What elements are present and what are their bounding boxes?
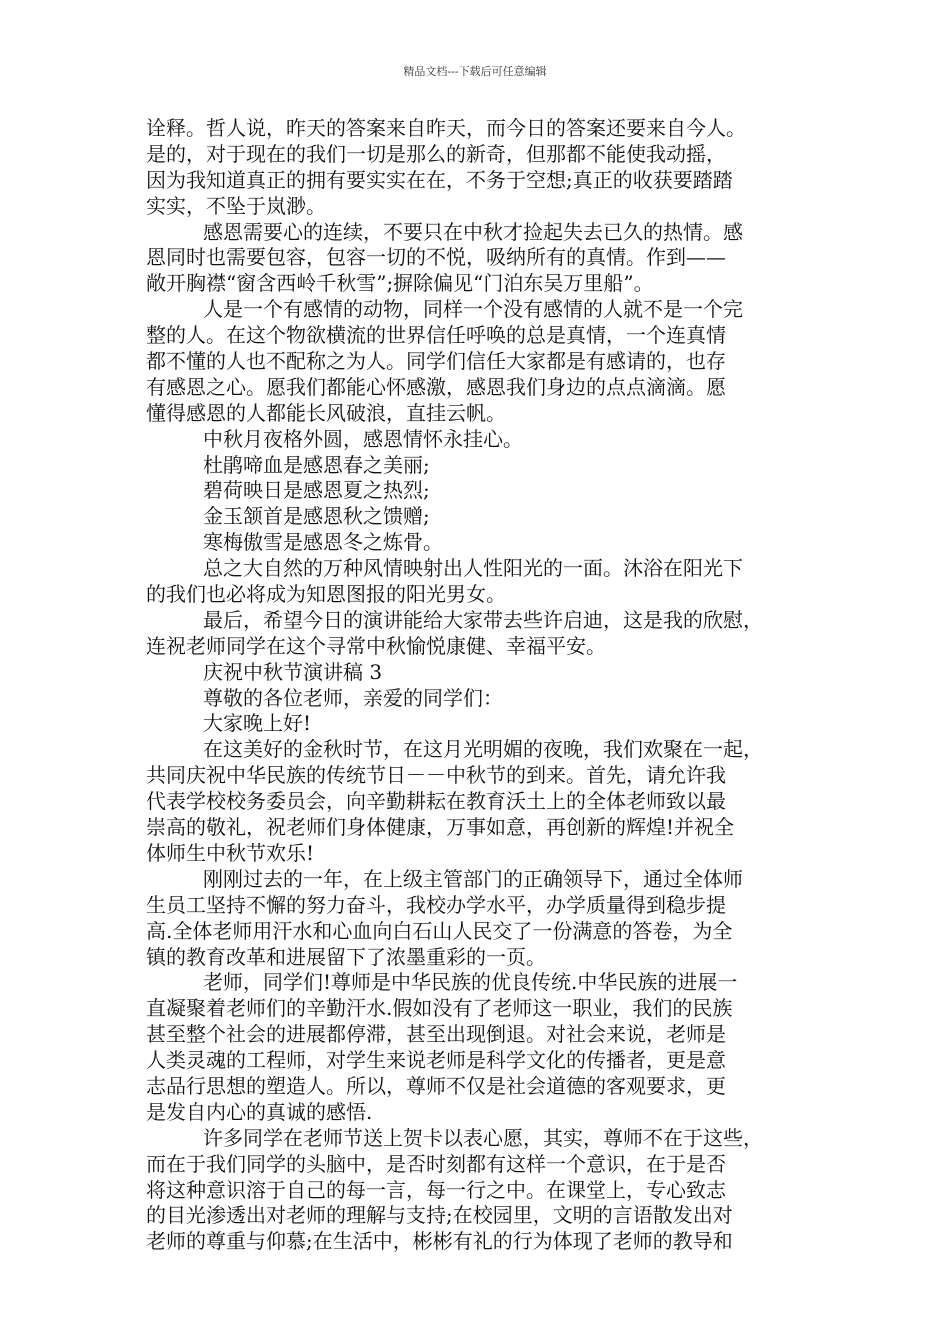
page-header: 精品文档---下载后可任意编辑	[403, 65, 547, 78]
text-line: 尊敬的各位老师，亲爱的同学们：	[203, 685, 503, 710]
text-line: 大家晚上好!	[203, 711, 312, 736]
text-line: 的目光渗透出对老师的理解与支持;在校园里，文明的言语散发出对	[146, 1203, 733, 1228]
text-line: 生员工坚持不懈的努力奋斗，我校办学水平，办学质量得到稳步提	[146, 892, 726, 917]
document-body	[146, 116, 828, 1255]
text-line: 体师生中秋节欢乐!	[146, 840, 315, 865]
text-line: 恩同时也需要包容，包容一切的不悦，吸纳所有的真情。作到——	[146, 245, 726, 270]
text-line: 直凝聚着老师们的辛勤汗水.假如没有了老师这一职业，我们的民族	[146, 996, 733, 1021]
text-line: 庆祝中秋节演讲稿 3	[203, 659, 383, 684]
text-line: 诠释。哲人说，昨天的答案来自昨天，而今日的答案还要来自今人。	[146, 116, 746, 140]
text-line: 代表学校校务委员会，向辛勤耕耘在教育沃土上的全体老师致以最	[146, 789, 726, 814]
text-line: 最后，希望今日的演讲能给大家带去些许启迪，这是我的欣慰，	[203, 607, 763, 632]
text-line: 将这种意识溶于自己的每一言，每一行之中。在课堂上，专心致志	[146, 1177, 726, 1202]
text-line: 高.全体老师用汗水和心血向白石山人民交了一份满意的答卷，为全	[146, 918, 733, 943]
text-line: 中秋月夜格外圆，感恩情怀永挂心。	[203, 426, 523, 451]
text-line: 金玉颔首是感恩秋之馈赠;	[203, 504, 430, 529]
text-line: 感恩需要心的连续，不要只在中秋才捡起失去已久的热情。感	[203, 219, 743, 244]
text-line: 实实，不坠于岚渺。	[146, 193, 326, 218]
text-line: 是发自内心的真诚的感悟.	[146, 1099, 373, 1124]
text-line: 志品行思想的塑造人。所以，尊师不仅是社会道德的客观要求，更	[146, 1073, 726, 1098]
text-line: 寒梅傲雪是感恩冬之炼骨。	[203, 530, 443, 555]
text-line: 整的人。在这个物欲横流的世界信任呼唤的总是真情，一个连真情	[146, 323, 726, 348]
text-line: 因为我知道真正的拥有要实实在在，不务于空想;真正的收获要踏踏	[146, 167, 733, 192]
text-line: 懂得感恩的人都能长风破浪，直挂云帆。	[146, 400, 506, 425]
text-line: 镇的教育改革和进展留下了浓墨重彩的一页。	[146, 944, 546, 969]
text-line: 是的，对于现在的我们一切是那么的新奇，但那都不能使我动摇，	[146, 141, 726, 166]
text-line: 杜鹃啼血是感恩春之美丽;	[203, 452, 430, 477]
text-line: 崇高的敬礼，祝老师们身体健康，万事如意，再创新的辉煌!并祝全	[146, 815, 735, 840]
text-line: 人是一个有感情的动物，同样一个没有感情的人就不是一个完	[203, 297, 743, 322]
text-line: 总之大自然的万种风情映射出人性阳光的一面。沐浴在阳光下	[203, 556, 743, 581]
text-line: 许多同学在老师节送上贺卡以表心愿，其实，尊师不在于这些，	[203, 1125, 763, 1150]
text-line: 而在于我们同学的头脑中，是否时刻都有这样一个意识，在于是否	[146, 1151, 726, 1176]
text-line: 人类灵魂的工程师，对学生来说老师是科学文化的传播者，更是意	[146, 1048, 726, 1073]
text-line: 在这美好的金秋时节，在这月光明媚的夜晚，我们欢聚在一起，	[203, 737, 763, 762]
text-line: 老师，同学们!尊师是中华民族的优良传统.中华民族的进展一	[203, 970, 738, 995]
text-line: 老师的尊重与仰慕;在生活中，彬彬有礼的行为体现了老师的教导和	[146, 1229, 733, 1254]
text-line: 的我们也必将成为知恩图报的阳光男女。	[146, 582, 506, 607]
text-line: 共同庆祝中华民族的传统节日－－中秋节的到来。首先，请允许我	[146, 763, 726, 788]
text-line: 都不懂的人也不配称之为人。同学们信任大家都是有感请的，也存	[146, 349, 726, 374]
text-line: 有感恩之心。愿我们都能心怀感激，感恩我们身边的点点滴滴。愿	[146, 374, 726, 399]
text-line: 连祝老师同学在这个寻常中秋愉悦康健、幸福平安。	[146, 633, 606, 658]
text-line: 碧荷映日是感恩夏之热烈;	[203, 478, 430, 503]
text-line: 甚至整个社会的进展都停滞，甚至出现倒退。对社会来说，老师是	[146, 1022, 726, 1047]
text-line: 敞开胸襟“窗含西岭千秋雪”;摒除偏见“门泊东吴万里船”。	[146, 271, 654, 296]
text-line: 刚刚过去的一年，在上级主管部门的正确领导下，通过全体师	[203, 866, 743, 891]
